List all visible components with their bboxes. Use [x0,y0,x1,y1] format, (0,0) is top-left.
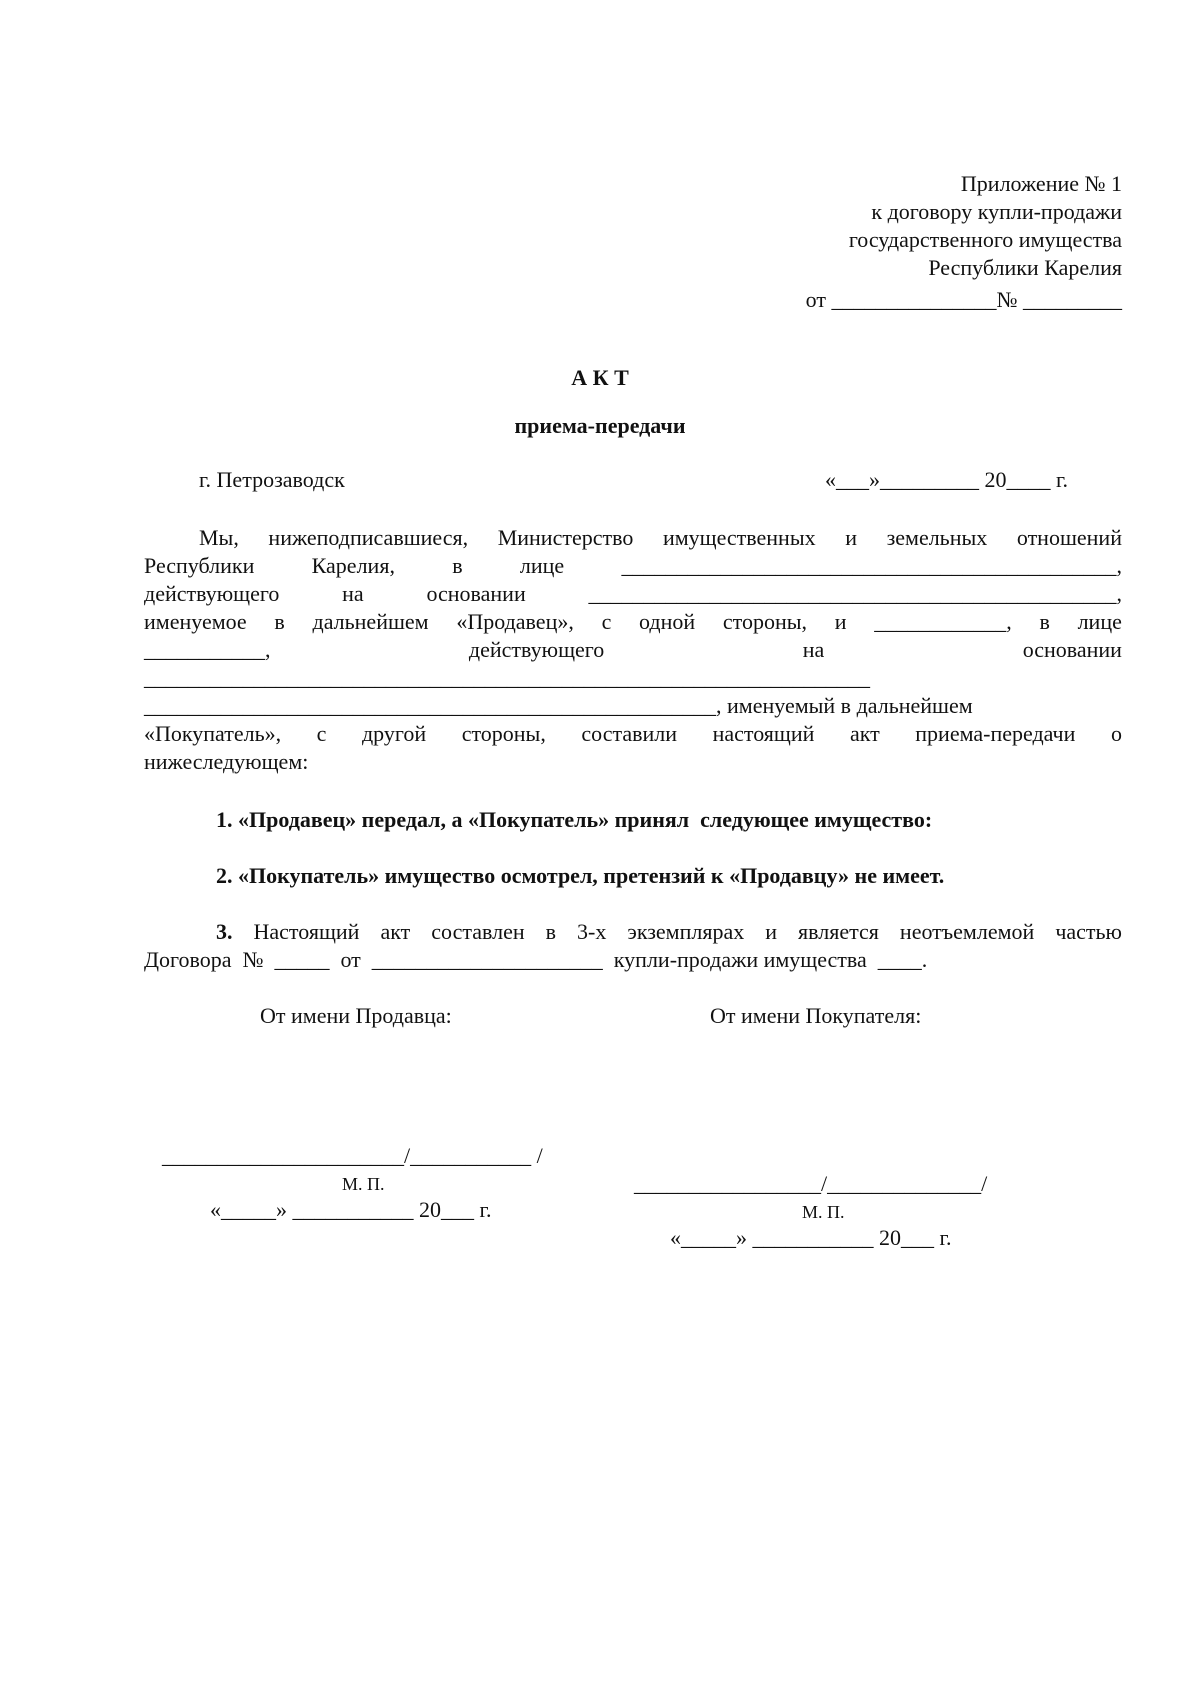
appendix-date-number: от _______________№ _________ [805,287,1122,312]
intro-line-6: __________________________________________________________________ [144,665,870,690]
intro-line-7: ____________________________________________________, именуемый в дальнейшем [144,693,973,718]
buyer-stamp-place: М. П. [802,1202,845,1222]
intro-line-8: «Покупатель», с другой стороны, составили настоящий акт приема-передачи о [144,721,1122,746]
buyer-signature-line: _________________/______________/ [634,1171,988,1196]
clause-1: 1. «Продавец» передал, а «Покупатель» принял следующее имущество: [216,807,933,832]
intro-line-9: нижеследующем: [144,749,309,774]
intro-line-2: Республики Карелия, в лице _____________________________________________, [144,553,1122,578]
clause-3-line-1: 3. Настоящий акт составлен в 3-х экземплярах и является неотъемлемой частью [216,919,1122,944]
intro-line-3: действующего на основании ________________________________________________, [144,581,1122,606]
place-city: г. Петрозаводск [199,467,345,492]
appendix-contract: к договору купли-продажи [871,199,1122,224]
clause-3-number: 3. [216,919,233,944]
document-title: А К Т [571,365,629,390]
appendix-property: государственного имущества [848,227,1122,252]
appendix-republic: Республики Карелия [928,255,1122,280]
seller-label: От имени Продавца: [260,1003,452,1028]
document-subtitle: приема-передачи [514,413,686,438]
act-date: «___»_________ 20____ г. [825,467,1069,492]
seller-signature-date: «_____» ___________ 20___ г. [210,1197,492,1222]
intro-line-4: именуемое в дальнейшем «Продавец», с одной стороны, и ____________, в лице [144,609,1122,634]
clause-2: 2. «Покупатель» имущество осмотрел, претензий к «Продавцу» не имеет. [216,863,945,888]
clause-3-line-2: Договора № _____ от _____________________ купли-продажи имущества ____. [144,947,928,972]
intro-line-5: ___________, действующего на основании [144,637,1122,662]
seller-signature-line: ______________________/___________ / [162,1143,543,1168]
intro-line-1: Мы, нижеподписавшиеся, Министерство имущественных и земельных отношений [199,525,1122,550]
seller-stamp-place: М. П. [342,1174,385,1194]
buyer-label: От имени Покупателя: [710,1003,922,1028]
appendix-number: Приложение № 1 [960,171,1122,196]
buyer-signature-date: «_____» ___________ 20___ г. [670,1225,952,1250]
